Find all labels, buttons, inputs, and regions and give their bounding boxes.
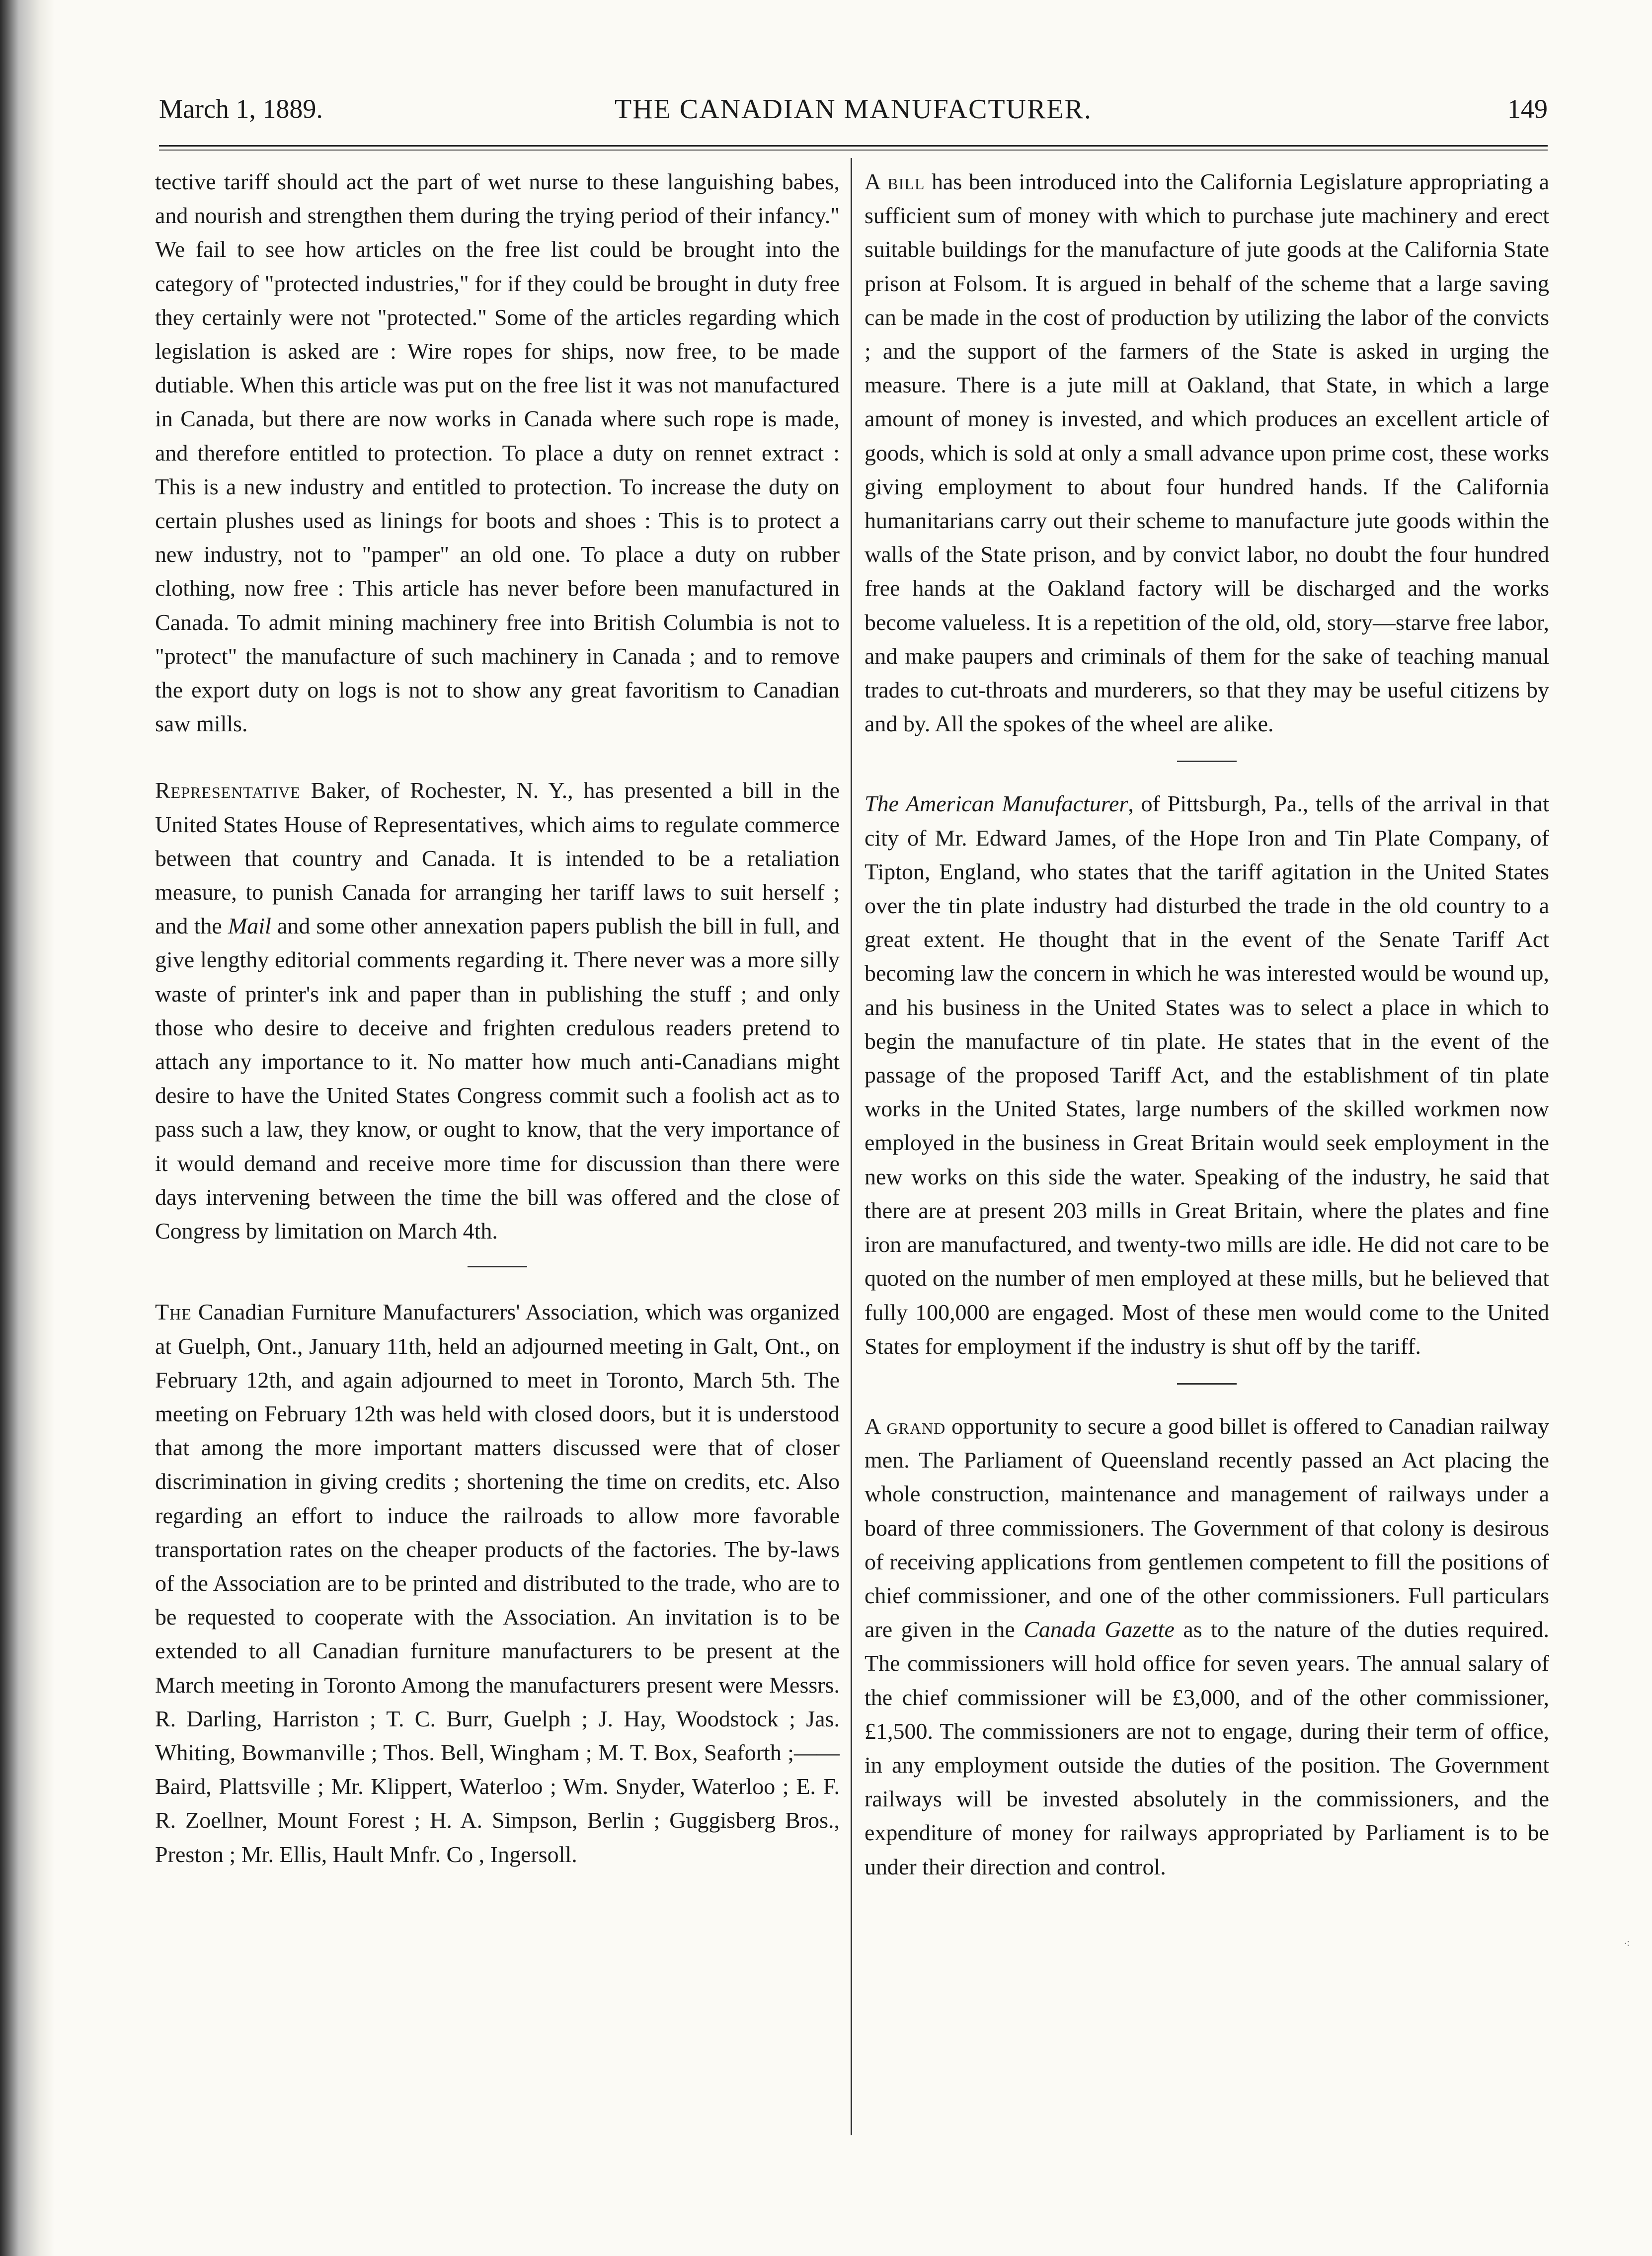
newspaper-name: The American Manufacturer [865, 791, 1128, 817]
article-representative-baker: Representative Baker, of Rochester, N. Y., has presented a bill in the United States House of Representatives, which aims to regulate commerce between that country and Canada. It is intended to be a retaliation measure, to punish Canada for arranging her tariff laws to suit herself ; and the Mail and some other annexation papers publish the bill in full, and give lengthy editorial comments regarding it. There never was a more silly waste of printer's ink and paper than in publishing the stuff ; and only those who desire to deceive and frighten credulous readers pretend to attach any importance to it. No matter how much anti-Canadians might desire to have the United States Congress commit such a foolish act as to pass such a law, they know, or ought to know, that the very importance of it would demand and receive more time for discussion than there were days intervening between the time the bill was offered and the close of Congress by limitation on March 4th. [155, 778, 840, 1244]
issue-date: March 1, 1889. [159, 94, 323, 124]
header-rule-bottom [159, 150, 1548, 151]
newspaper-name: Mail [228, 913, 271, 939]
lead-word: A bill [865, 169, 925, 194]
right-column [865, 164, 1549, 1884]
left-column [155, 164, 840, 1871]
page-number: 149 [1507, 94, 1548, 124]
article-queensland-railways: A grand opportunity to secure a good billet is offered to Canadian railway men. The Parliament of Queensland recently passed an Act placing the whole construction, maintenance and management of railways under a board of three commissioners. The Government of that colony is desirous of receiving applications from gentlemen competent to fill the positions of chief commissioner, and one of the other commissioners. Full particulars are given in the Canada Gazette as to the nature of the duties required. The commissioners will hold office for seven years. The annual salary of the chief commissioner will be £3,000, and of the other commissioner, £1,500. The commissioners are not to engage, during their term of office, in any employment outside the duties of the position. The Government railways will be invested absolutely in the commissioners, and the expenditure of money for railways appropriated by Parliament is to be under their direction and control. [865, 1413, 1549, 1879]
lead-word: Representative [155, 778, 301, 803]
print-specks: ⁖ [1624, 1938, 1630, 1950]
page-header [159, 93, 1548, 138]
publication-title: THE CANADIAN MANUFACTURER. [615, 94, 1092, 125]
article-california-jute: A bill has been introduced into the California Legislature appropriating a sufficient sum of money with which to purchase jute machinery and erect suitable buildings for the manufacture of jute goods at the California State prison at Folsom. It is argued in behalf of the scheme that a large saving can be made in the cost of production by utilizing the labor of the convicts ; and the support of the farmers of the State is asked in urging the measure. There is a jute mill at Oakland, that State, in which a large amount of money is invested, and which produces an excellent article of goods, which is sold at only a small advance upon prime cost, these works giving employment to about four hundred hands. If the California humanitarians carry out their scheme to manufacture jute goods within the walls of the State prison, and by convict labor, no doubt the four hundred free hands at the Oakland factory will be discharged and the works become valueless. It is a repetition of the old, old, story—starve free labor, and make paupers and criminals of them for the sake of teaching manual trades to cut-throats and murderers, so that they may be useful citizens by and by. All the spokes of the wheel are alike. [865, 169, 1549, 737]
column-divider [851, 158, 852, 2135]
scan-edge-shadow [0, 0, 55, 2256]
lead-word: A grand [865, 1413, 946, 1439]
article-tin-plate: The American Manufacturer, of Pittsburgh, Pa., tells of the arrival in that city of Mr. Edward James, of the Hope Iron and Tin Plate Company, of Tipton, England, who states that the tariff agitation in the United States over the tin plate industry had disturbed the trade in the old country to a great extent. He thought that in the event of the Senate Tariff Act becoming law the concern in which he was interested would be wound up, and his business in the United States was to select a place in which to begin the manufacture of tin plate. He states that in the event of the passage of the proposed Tariff Act, and the establishment of tin plate works in the United States, large numbers of the skilled workmen now employed in the business in Great Britain would seek employment in the new works on this side the water. Speaking of the industry, he said that there are at present 203 mills in Great Britain, where the plates and fine iron are manufactured, and twenty-two mills are idle. He did not care to be quoted on the number of men employed at these mills, but he believed that fully 100,000 are engaged. Most of these men would come to the United States for employment if the industry is shut off by the tariff. [865, 791, 1549, 1359]
gazette-name: Canada Gazette [1023, 1617, 1175, 1642]
article-tariff-continuation: tective tariff should act the part of wet nurse to these languishing babes, and nourish and strengthen them during the trying period of their infancy." We fail to see how articles on the free list could be brought into the category of "protected industries," for if they could be brought in duty free they certainly were not "protected." Some of the articles regarding which legislation is asked are : Wire ropes for ships, now free, to be made dutiable. When this article was put on the free list it was not manufactured in Canada, but there are now works in Canada where such rope is made, and therefore entitled to protection. To place a duty on rennet extract : This is a new industry and entitled to protection. To increase the duty on certain plushes used as linings for boots and shoes : This is to protect a new industry, not to "pamper" an old one. To place a duty on rubber clothing, now free : This article has never before been manufactured in Canada. To admit mining machinery free into British Columbia is not to "protect" the manufacture of such machinery in Canada ; and to remove the export duty on logs is not to show any great favoritism to Canadian saw mills. [155, 169, 840, 737]
article-furniture-association: The Canadian Furniture Manufacturers' Association, which was organized at Guelph, Ont., January 11th, held an adjourned meeting in Galt, Ont., on February 12th, and again adjourned to meet in Toronto, March 5th. The meeting on February 12th was held with closed doors, but it is understood that among the more important matters discussed were that of closer discrimination in giving credits ; shortening the time on credits, etc. Also regarding an effort to induce the railroads to allow more favorable transportation rates on the cheaper products of the factories. The by-laws of the Association are to be printed and distributed to the trade, who are to be requested to cooperate with the Association. An invitation is to be extended to all Canadian furniture manufacturers to be present at the March meeting in Toronto Among the manufacturers present were Messrs. R. Darling, Harriston ; T. C. Burr, Guelph ; J. Hay, Woodstock ; Jas. Whiting, Bowmanville ; Thos. Bell, Wingham ; M. T. Box, Seaforth ;—— Baird, Plattsville ; Mr. Klippert, Waterloo ; Wm. Snyder, Waterloo ; E. F. R. Zoellner, Mount Forest ; H. A. Simpson, Berlin ; Guggisberg Bros., Preston ; Mr. Ellis, Hault Mnfr. Co , Ingersoll. [155, 1299, 840, 1867]
header-rule-top [159, 145, 1548, 147]
lead-word: The [155, 1299, 192, 1325]
